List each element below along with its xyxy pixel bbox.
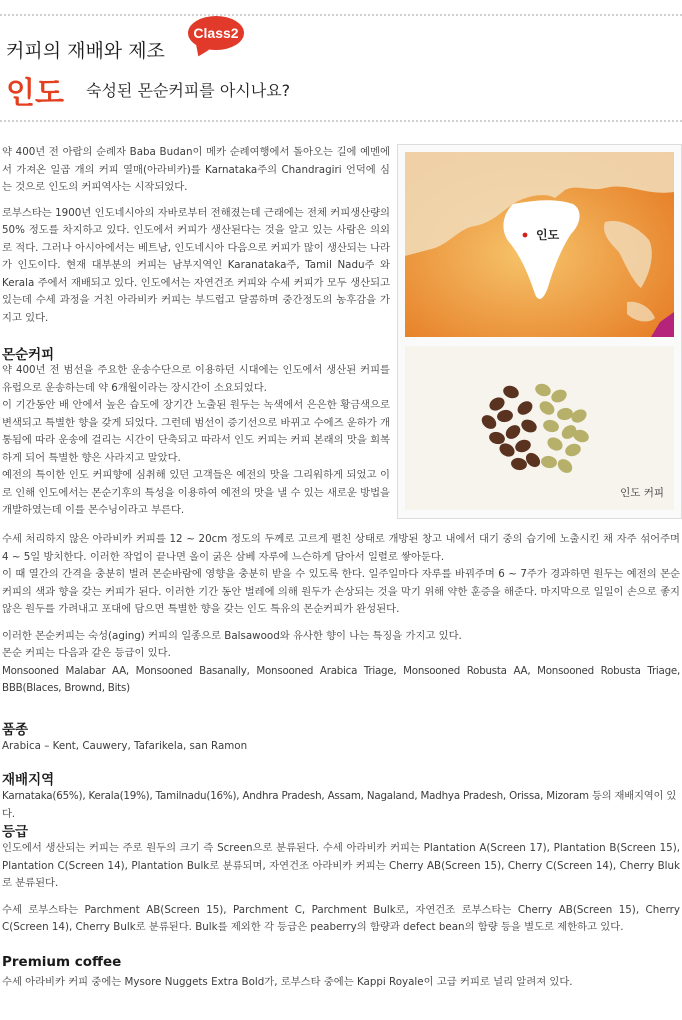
monsoon-text-continued <box>2 531 680 698</box>
premium-text: 수세 아라비카 커피 중에는 Mysore Nuggets Extra Bold가, 로부스타 중에는 Kappi Royale이 고급 커피로 널리 알려져 있다. <box>2 976 573 988</box>
image-panel <box>397 144 682 519</box>
monsoon-paragraph-2: 이 기간동안 배 안에서 높은 습도에 장기간 노출된 원두는 녹색에서 은은한 황금색으로 변색되고 특별한 향을 갖게 되었다. 그런데 범선이 증기선으로 바뀌고 수에즈 운하가 개통됨에 따라 운송에 걸리는 시간이 단축되고 따라서 인도 커피는 커피 본래의 맛을 회복하게 되어 특별한 향은 사라지고 말았다. <box>2 399 390 464</box>
intro-paragraph-1: 약 400년 전 아랍의 순례자 Baba Budan이 메카 순례여행에서 돌아오는 길에 예멘에서 가져온 일곱 개의 커피 열매(아라비카)를 Karnataka주의 Chandragiri 언덕에 심는 것으로 인도의 커피역사는 시작되었다. <box>2 146 390 193</box>
country-title: 인도 <box>6 76 64 111</box>
header-bottom-divider <box>0 120 682 122</box>
class-badge: Class2 <box>188 16 244 50</box>
header-top-divider <box>0 14 682 16</box>
monsoon-text <box>2 362 390 520</box>
coffee-beans-photo <box>405 346 674 510</box>
monsoon-paragraph-5: 이 때 열간의 간격을 충분히 벌려 몬순바람에 영향을 충분히 받을 수 있도록 한다. 일주일마다 자루를 바꿔주며 6 ~ 7주가 경과하면 원두는 예전의 몬순커피의 색과 향을 갖는 커피가 된다. 이러한 기간 동안 벌레에 의해 원두가 손상되는 것을 막기 위해 약한 훈증을 해준다. 마지막으로 일일이 손으로 좋지 않은 원두를 가려내고 포대에 담으면 특별한 향을 갖는 인도 특유의 몬순커피가 완성된다. <box>2 568 680 615</box>
india-map <box>405 152 674 337</box>
region-heading: 재배지역 <box>2 772 55 788</box>
grade-paragraph-2: 수세 로부스타는 Parchment AB(Screen 15), Parchment C, Parchment Bulk로, 자연건조 로부스타는 Cherry AB(Screen 15), Cherry C(Screen 14), Cherry Bulk로 분류된다. Bulk를 제외한 각 등급은 peaberry의 함량과 defect bean의 함량 등을 별도로 제한하고 있다. <box>2 903 680 933</box>
monsoon-paragraph-6: 이러한 몬순커피는 숙성(aging) 커피의 일종으로 Balsawood와 유사한 향이 나는 특징을 가지고 있다. <box>2 629 462 642</box>
grade-heading: 등급 <box>2 824 29 840</box>
monsoon-paragraph-4: 수세 처리하지 않은 아라비카 커피를 12 ~ 20cm 정도의 두께로 고르게 펼친 상태로 개방된 창고 내에서 대기 중의 습기에 노출시킨 채 자주 섞어주며 4 ~ 5일 방치한다. 이러한 작업이 끝나면 올이 굵은 삼베 자루에 느슨하게 담아서 일렬로 쌓아둔다. <box>2 533 680 563</box>
region-text: Karnataka(65%), Kerala(19%), Tamilnadu(16%), Andhra Pradesh, Assam, Nagaland, Madhya Pradesh, Orissa, Mizoram 등의 재배지역이 있다. <box>2 790 677 820</box>
map-illustration <box>405 152 674 337</box>
monsoon-paragraph-7: 몬순 커피는 다음과 같은 등급이 있다. <box>2 647 171 659</box>
grade-paragraph-1: 인도에서 생산되는 커피는 주로 원두의 크기 즉 Screen으로 분류된다. 수세 아라비카 커피는 Plantation A(Screen 17), Plantation B(Screen 15), Plantation C(Screen 14), Plantation Bulk로 분류되며, 자연건조 아라비카 커피는 Cherry AB(Screen 15), Cherry C(Screen 14), Cherry Bluk로 분류된다. <box>2 842 680 889</box>
monsoon-paragraph-3: 예전의 특이한 인도 커피향에 심취해 있던 고객들은 예전의 맛을 그리워하게 되었고 이로 인해 인도에서는 몬순기후의 특성을 이용하여 예전의 맛을 낼 수 있는 새로운 방법을 개발하였는데 이를 몬수닝이라고 부른다. <box>2 469 390 516</box>
page-subtitle: 숙성된 몬순커피를 아시나요? <box>86 81 291 100</box>
beans-caption: 인도 커피 <box>620 487 664 499</box>
intro-text <box>2 144 390 327</box>
map-label-india: 인도 <box>536 228 560 242</box>
monsoon-paragraph-1: 약 400년 전 범선을 주요한 운송수단으로 이용하던 시대에는 인도에서 생산된 커피를 유럽으로 운송하는데 약 6개월이라는 장시간이 소요되었다. <box>2 364 390 394</box>
intro-paragraph-2: 로부스타는 1900년 인도네시아의 자바로부터 전해졌는데 근래에는 전체 커피생산량의 50% 정도를 차지하고 있다. 인도에서 커피가 생산된다는 것을 알고 있는 사람은 의외로 적다. 그러나 아시아에서는 베트남, 인도네시아 다음으로 커피가 많이 생산되는 나라가 인도이다. 현재 대부분의 커피는 남부지역인 Karanataka주, Tamil Nadu주 와 Kerala 주에서 재배되고 있다. 인도에서는 자연건조 커피와 수세 커피가 모두 생산되고 있는데 수세 과정을 거친 아라비카 커피는 부드럽고 달콤하며 중간정도의 농후감을 가지고 있다. <box>2 206 390 324</box>
variety-heading: 품종 <box>2 722 29 738</box>
grade-text <box>2 840 680 937</box>
course-title: 커피의 재배와 제조 <box>6 40 165 62</box>
monsoon-grades-list: Monsooned Malabar AA, Monsooned Basanally, Monsooned Arabica Triage, Monsooned Robusta AA, Monsooned Robusta Triage, BBB(Blaces, Brownd, Bits) <box>2 664 680 694</box>
premium-heading: Premium coffee <box>2 954 122 970</box>
monsoon-heading: 몬순커피 <box>2 347 55 363</box>
variety-text: Arabica – Kent, Cauwery, Tafarikela, san Ramon <box>2 740 248 752</box>
